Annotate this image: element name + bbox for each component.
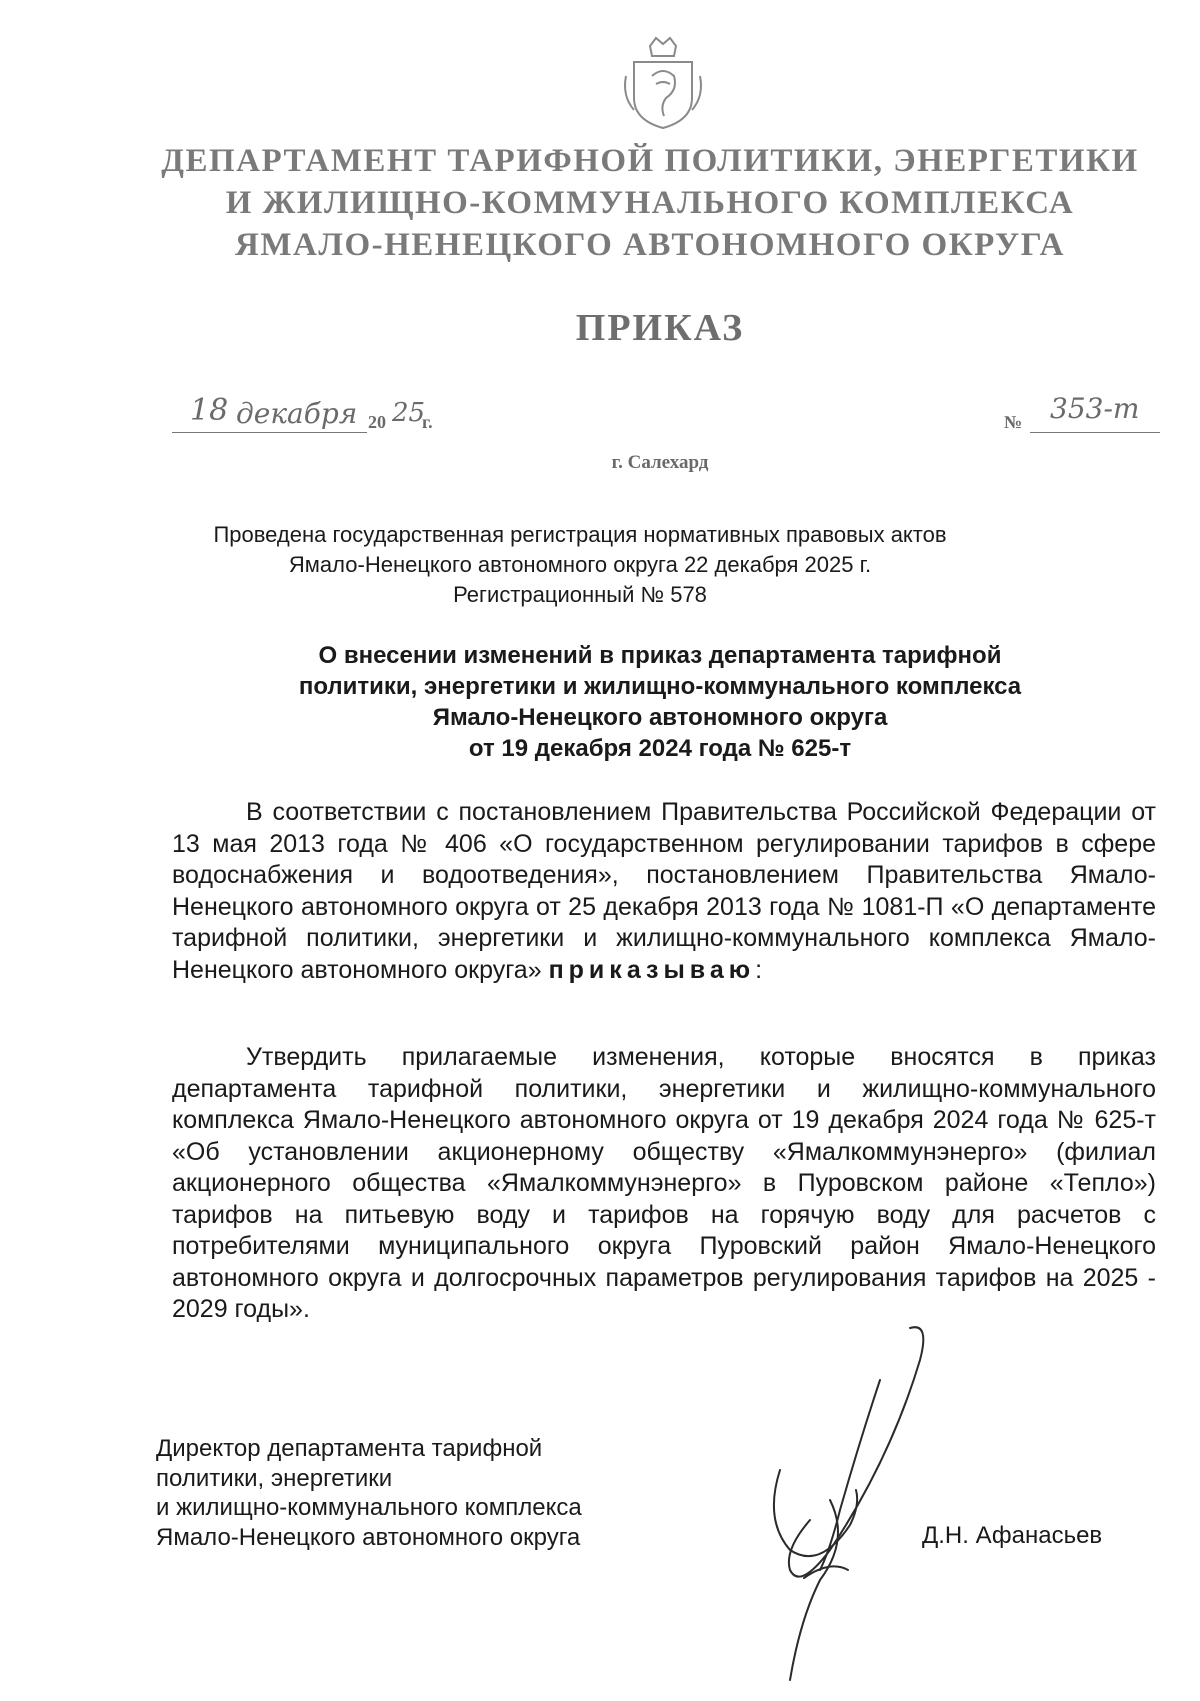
preamble-end: : [755, 955, 763, 984]
document-type-title: ПРИКАЗ [575, 307, 745, 349]
signer-title [156, 1434, 582, 1552]
registration-line: Проведена государственная регистрация нормативных правовых актов [213, 522, 947, 547]
department-name-line-2: И ЖИЛИЩНО-КОММУНАЛЬНОГО КОМПЛЕКСА [225, 185, 1075, 221]
date-month: декабря [236, 397, 358, 430]
city: г. Салехард [611, 452, 709, 473]
date-year-suffix: 25 [392, 398, 426, 428]
registration-note [150, 520, 1010, 610]
order-clause-paragraph: Утвердить прилагаемые изменения, которые вносятся в приказ департамента тарифной политики, энергетики и жилищно-коммунального комплекса Ямало-Ненецкого автономного округа от 19 декабря 2024 года № 625-т «Об установлении акционерному обществу «Ямалкоммунэнерго» (филиал акционерного общества «Ямалкоммунэнерго» в Пуровском районе «Тепло») тарифов на питьевую воду и тарифов на горячую воду для расчетов с потребителями муниципального округа Пуровский район Ямало-Ненецкого автономного округа и долгосрочных параметров регулирования тарифов на 2025 - 2029 годы». [172, 1043, 1156, 1323]
signer-title-line: и жилищно-коммунального комплекса [156, 1494, 582, 1521]
command-word: приказываю [548, 955, 756, 984]
order-subject [190, 640, 1130, 764]
preamble-paragraph [172, 797, 1156, 986]
department-name-line-3: ЯМАЛО-НЕНЕЦКОГО АВТОНОМНОГО ОКРУГА [235, 227, 1065, 263]
preamble-text: В соответствии с постановлением Правительства Российской Федерации от 13 мая 2013 года № 406 «О государственном регулировании тарифов в сфере водоснабжения и водоотведения», постановлением Правительства Ямало-Ненецкого автономного округа от 25 декабря 2013 года № 1081-П «О департаменте тарифной политики, энергетики и жилищно-коммунального комплекса Ямало-Ненецкого автономного округа» [172, 798, 1156, 984]
coat-of-arms-icon [620, 36, 706, 132]
subject-line: О внесении изменений в приказ департамента тарифной [318, 642, 1002, 669]
number-value: 353-т [1050, 392, 1140, 425]
signer-title-line: Ямало-Ненецкого автономного округа [156, 1523, 581, 1551]
date-underline [172, 432, 367, 433]
subject-line: Ямало-Ненецкого автономного округа [432, 704, 888, 731]
registration-line: Регистрационный № 578 [453, 582, 707, 607]
subject-line: политики, энергетики и жилищно-коммунального комплекса [298, 673, 1022, 700]
registration-line: Ямало-Ненецкого автономного округа 22 декабря 2025 г. [288, 552, 872, 577]
date-year-mark: г. [422, 412, 433, 432]
date-day: 18 [190, 393, 229, 428]
number-label: № [1004, 412, 1023, 432]
handwritten-signature [760, 1320, 940, 1690]
department-name-line-1: ДЕПАРТАМЕНТ ТАРИФНОЙ ПОЛИТИКИ, ЭНЕРГЕТИКИ [161, 143, 1139, 179]
signer-name: Д.Н. Афанасьев [922, 1522, 1103, 1549]
date-year-prefix: 20 [368, 412, 386, 432]
signer-title-line: Директор департамента тарифной [156, 1435, 543, 1462]
signer-title-line: политики, энергетики [156, 1464, 393, 1492]
subject-line: от 19 декабря 2024 года № 625-т [468, 735, 852, 762]
number-underline [1030, 432, 1160, 433]
